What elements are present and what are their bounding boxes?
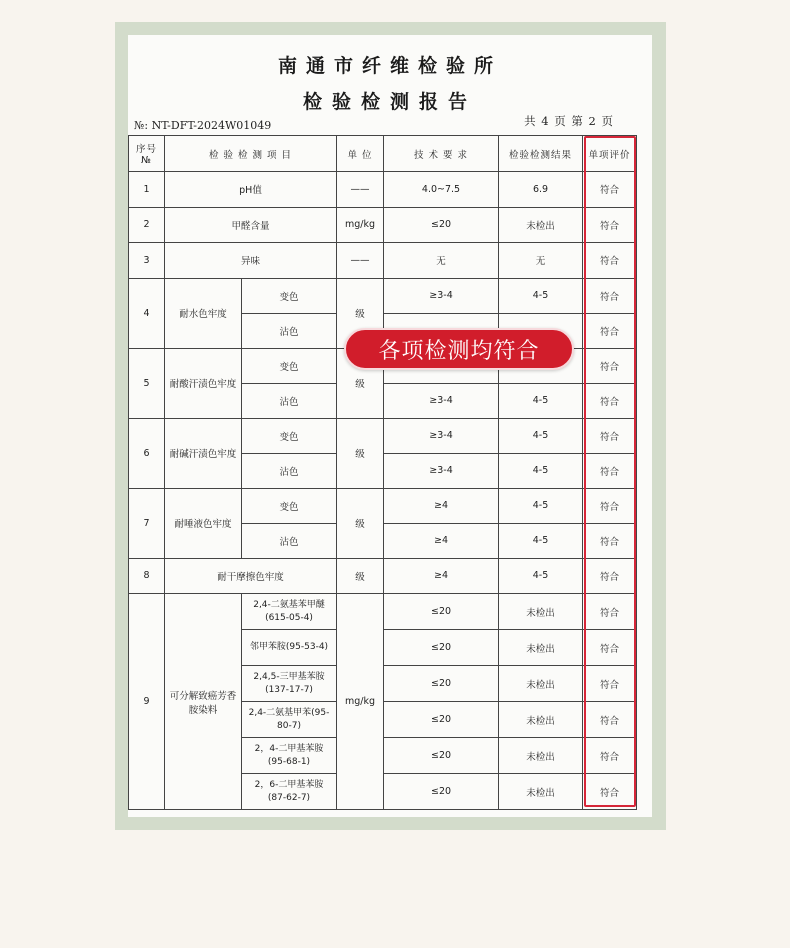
row-unit: 级 (337, 278, 384, 348)
document-number: №: NT-DFT-2024W01049 (134, 119, 272, 132)
header-unit: 单 位 (337, 136, 384, 172)
row-result: 未检出 (499, 738, 583, 774)
row-result: 6.9 (499, 172, 583, 208)
row-item: 甲醛含量 (165, 207, 337, 243)
row-verdict: 符合 (583, 348, 637, 383)
row-verdict: 符合 (583, 523, 637, 558)
row-result: 4-5 (499, 488, 583, 523)
row-requirement: ≤20 (384, 738, 499, 774)
row-requirement: ≥3-4 (384, 278, 499, 313)
row-subitem: 变色 (242, 418, 337, 453)
row-requirement: ≥3-4 (384, 418, 499, 453)
row-verdict: 符合 (583, 558, 637, 594)
row-verdict: 符合 (583, 453, 637, 488)
row-result: 未检出 (499, 666, 583, 702)
row-verdict: 符合 (583, 278, 637, 313)
row-requirement: ≤20 (384, 594, 499, 630)
row-requirement: ≤20 (384, 630, 499, 666)
row-subitem: 2,4-二氨基甲苯(95- 80-7) (242, 702, 337, 738)
row-subitem: 沾色 (242, 313, 337, 348)
header-requirement: 技 术 要 求 (384, 136, 499, 172)
table-row (129, 488, 637, 523)
row-verdict: 符合 (583, 207, 637, 243)
row-unit: mg/kg (337, 594, 384, 810)
row-item: 异味 (165, 243, 337, 279)
row-item: 可分解致癌芳香胺染料 (165, 594, 242, 810)
report-title: 检验检测报告 (302, 91, 477, 113)
row-result: 未检出 (499, 774, 583, 810)
row-requirement: 无 (384, 243, 499, 279)
row-subitem: 2,4,5-三甲基苯胺 (137-17-7) (242, 666, 337, 702)
row-verdict: 符合 (583, 418, 637, 453)
row-verdict: 符合 (583, 383, 637, 418)
row-result: 4-5 (499, 278, 583, 313)
report-paper (128, 35, 652, 817)
row-no: 2 (129, 207, 165, 243)
table-row (129, 243, 637, 279)
row-requirement: 4.0~7.5 (384, 172, 499, 208)
row-result: 未检出 (499, 630, 583, 666)
row-result: 未检出 (499, 207, 583, 243)
table-row (129, 278, 637, 313)
row-unit: 级 (337, 558, 384, 594)
row-verdict: 符合 (583, 702, 637, 738)
row-result: 无 (499, 243, 583, 279)
row-subitem: 变色 (242, 348, 337, 383)
row-no: 8 (129, 558, 165, 594)
report-title-institute: 南通市纤维检验所 (277, 55, 502, 77)
table-row (129, 418, 637, 453)
row-unit: 级 (337, 418, 384, 488)
header-verdict: 单项评价 (583, 136, 637, 172)
row-verdict: 符合 (583, 172, 637, 208)
row-item: 耐水色牢度 (165, 278, 242, 348)
row-no: 6 (129, 418, 165, 488)
row-requirement: ≤20 (384, 666, 499, 702)
row-result: 4-5 (499, 453, 583, 488)
test-results-table (128, 135, 637, 810)
row-no: 5 (129, 348, 165, 418)
row-item: 耐碱汗渍色牢度 (165, 418, 242, 488)
row-result: 4-5 (499, 558, 583, 594)
row-unit: —— (337, 172, 384, 208)
row-no: 3 (129, 243, 165, 279)
row-requirement: ≥3-4 (384, 383, 499, 418)
row-no: 4 (129, 278, 165, 348)
row-subitem: 变色 (242, 488, 337, 523)
row-requirement: ≤20 (384, 774, 499, 810)
row-subitem: 邻甲苯胺(95-53-4) (242, 630, 337, 666)
row-verdict: 符合 (583, 738, 637, 774)
row-verdict: 符合 (583, 630, 637, 666)
row-verdict: 符合 (583, 594, 637, 630)
row-item: pH值 (165, 172, 337, 208)
row-result: 未检出 (499, 702, 583, 738)
row-result: 4-5 (499, 523, 583, 558)
row-subitem: 2,4-二氨基苯甲醚 (615-05-4) (242, 594, 337, 630)
all-pass-badge: 各项检测均符合 (344, 328, 574, 370)
row-subitem: 变色 (242, 278, 337, 313)
row-item: 耐酸汗渍色牢度 (165, 348, 242, 418)
row-subitem: 沾色 (242, 383, 337, 418)
row-subitem: 2，4-二甲基苯胺 (95-68-1) (242, 738, 337, 774)
table-row (129, 558, 637, 594)
row-verdict: 符合 (583, 488, 637, 523)
row-verdict: 符合 (583, 243, 637, 279)
header-result: 检验检测结果 (499, 136, 583, 172)
row-requirement: ≥4 (384, 488, 499, 523)
row-result: 未检出 (499, 594, 583, 630)
row-item: 耐唾液色牢度 (165, 488, 242, 558)
header-item: 检 验 检 测 项 目 (165, 136, 337, 172)
row-subitem: 沾色 (242, 453, 337, 488)
row-item: 耐干摩擦色牢度 (165, 558, 337, 594)
table-row (129, 172, 637, 208)
row-no: 1 (129, 172, 165, 208)
row-verdict: 符合 (583, 774, 637, 810)
row-subitem: 2，6-二甲基苯胺 (87-62-7) (242, 774, 337, 810)
row-unit: mg/kg (337, 207, 384, 243)
row-unit: —— (337, 243, 384, 279)
row-result: 4-5 (499, 383, 583, 418)
row-no: 7 (129, 488, 165, 558)
table-header-row (129, 136, 637, 172)
row-verdict: 符合 (583, 313, 637, 348)
row-no: 9 (129, 594, 165, 810)
row-requirement: ≥4 (384, 523, 499, 558)
table-row (129, 594, 637, 630)
page-info: 共 4 页 第 2 页 (524, 114, 614, 128)
row-unit: 级 (337, 348, 384, 418)
row-result: 4-5 (499, 418, 583, 453)
header-no: 序号 № (129, 136, 165, 172)
row-requirement: ≤20 (384, 702, 499, 738)
row-requirement: ≥4 (384, 558, 499, 594)
verdict-highlight-box (584, 136, 636, 807)
row-requirement: ≤20 (384, 207, 499, 243)
row-subitem: 沾色 (242, 523, 337, 558)
row-unit: 级 (337, 488, 384, 558)
row-requirement: ≥3-4 (384, 453, 499, 488)
row-verdict: 符合 (583, 666, 637, 702)
table-row (129, 207, 637, 243)
